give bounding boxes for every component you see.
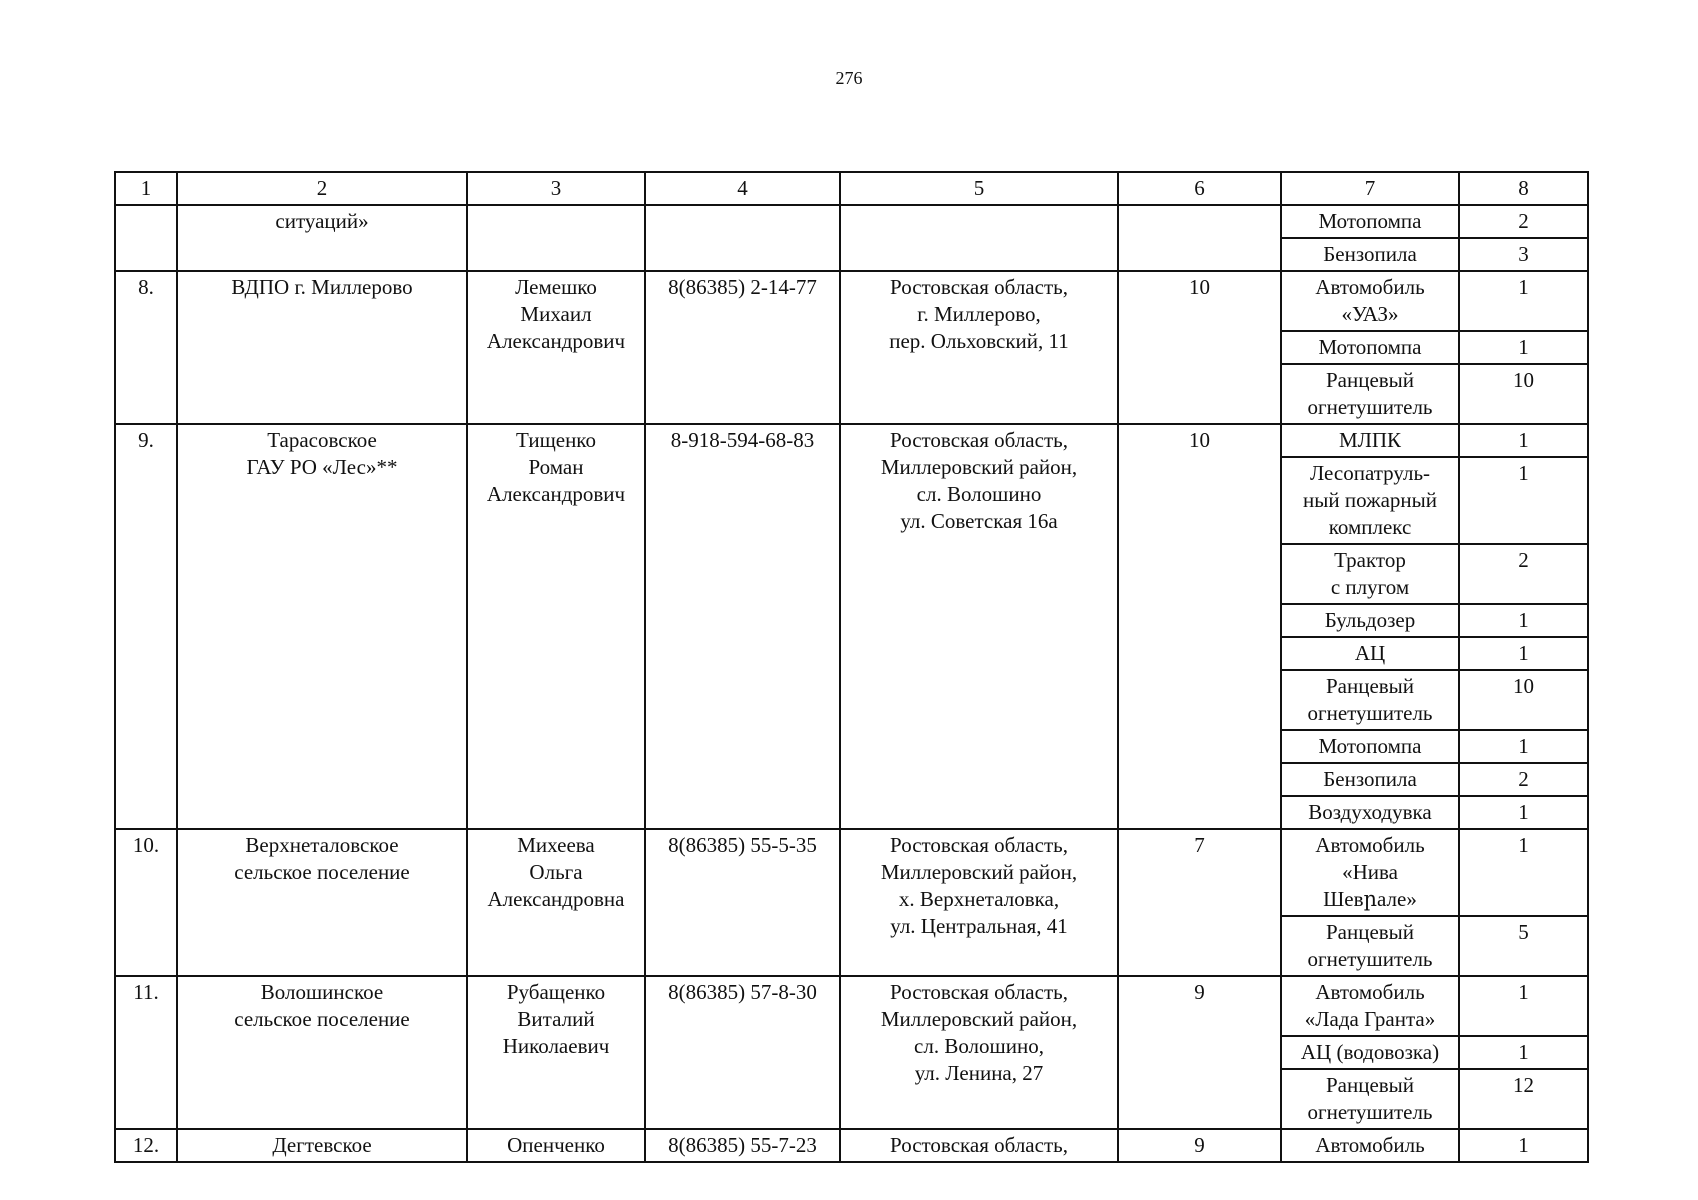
cell-equipment: АЦ bbox=[1281, 637, 1459, 670]
cell-qty: 2 bbox=[1459, 763, 1588, 796]
cell-num: 10. bbox=[115, 829, 177, 976]
cell-qty: 2 bbox=[1459, 205, 1588, 238]
cell-equipment: Воздуходувка bbox=[1281, 796, 1459, 829]
cell-num: 9. bbox=[115, 424, 177, 829]
table-row bbox=[115, 271, 1588, 331]
cell-phone: 8(86385) 55-7-23 bbox=[645, 1129, 840, 1162]
cell-staff: 7 bbox=[1118, 829, 1281, 976]
cell-qty: 1 bbox=[1459, 730, 1588, 763]
cell-num: 12. bbox=[115, 1129, 177, 1162]
header-cell: 1 bbox=[115, 172, 177, 205]
cell-equipment: Автомобиль «Нива Шевրале» bbox=[1281, 829, 1459, 916]
cell-person: Рубащенко Виталий Николаевич bbox=[467, 976, 645, 1129]
header-row bbox=[115, 172, 1588, 205]
cell-equipment: Трактор с плугом bbox=[1281, 544, 1459, 604]
table-row bbox=[115, 205, 1588, 238]
cell-qty: 1 bbox=[1459, 1129, 1588, 1162]
equipment-table bbox=[114, 171, 1589, 1163]
cell-staff bbox=[1118, 205, 1281, 271]
cell-phone bbox=[645, 205, 840, 271]
cell-qty: 1 bbox=[1459, 331, 1588, 364]
cell-qty: 10 bbox=[1459, 670, 1588, 730]
cell-qty: 2 bbox=[1459, 544, 1588, 604]
cell-equipment: Автомобиль «Лада Гранта» bbox=[1281, 976, 1459, 1036]
cell-qty: 1 bbox=[1459, 457, 1588, 544]
cell-staff: 9 bbox=[1118, 976, 1281, 1129]
cell-equipment: Бензопила bbox=[1281, 763, 1459, 796]
cell-equipment: Бульдозер bbox=[1281, 604, 1459, 637]
cell-qty: 1 bbox=[1459, 604, 1588, 637]
table-row bbox=[115, 424, 1588, 457]
cell-person: Опенченко bbox=[467, 1129, 645, 1162]
cell-qty: 1 bbox=[1459, 271, 1588, 331]
cell-num: 11. bbox=[115, 976, 177, 1129]
cell-phone: 8(86385) 55-5-35 bbox=[645, 829, 840, 976]
cell-org: Верхнеталовское сельское поселение bbox=[177, 829, 467, 976]
header-cell: 8 bbox=[1459, 172, 1588, 205]
cell-equipment: Автомобиль «УАЗ» bbox=[1281, 271, 1459, 331]
cell-staff: 9 bbox=[1118, 1129, 1281, 1162]
cell-equipment: АЦ (водовозка) bbox=[1281, 1036, 1459, 1069]
cell-phone: 8-918-594-68-83 bbox=[645, 424, 840, 829]
cell-address: Ростовская область, Миллеровский район, сл. Волошино, ул. Ленина, 27 bbox=[840, 976, 1118, 1129]
cell-equipment: Бензопила bbox=[1281, 238, 1459, 271]
cell-equipment: Мотопомпа bbox=[1281, 205, 1459, 238]
cell-qty: 3 bbox=[1459, 238, 1588, 271]
cell-qty: 1 bbox=[1459, 1036, 1588, 1069]
cell-equipment: Автомобиль bbox=[1281, 1129, 1459, 1162]
cell-org: ВДПО г. Миллерово bbox=[177, 271, 467, 424]
cell-num bbox=[115, 205, 177, 271]
table-row bbox=[115, 1129, 1588, 1162]
cell-qty: 1 bbox=[1459, 637, 1588, 670]
cell-equipment: Мотопомпа bbox=[1281, 331, 1459, 364]
header-cell: 6 bbox=[1118, 172, 1281, 205]
cell-equipment: Мотопомпа bbox=[1281, 730, 1459, 763]
cell-address: Ростовская область, bbox=[840, 1129, 1118, 1162]
cell-person: Лемешко Михаил Александрович bbox=[467, 271, 645, 424]
header-cell: 5 bbox=[840, 172, 1118, 205]
cell-equipment: Ранцевый огнетушитель bbox=[1281, 364, 1459, 424]
cell-equipment: Ранцевый огнетушитель bbox=[1281, 1069, 1459, 1129]
cell-qty: 1 bbox=[1459, 829, 1588, 916]
cell-qty: 1 bbox=[1459, 796, 1588, 829]
cell-equipment: МЛПК bbox=[1281, 424, 1459, 457]
cell-qty: 1 bbox=[1459, 976, 1588, 1036]
cell-address: Ростовская область, Миллеровский район, сл. Волошино ул. Советская 16а bbox=[840, 424, 1118, 829]
cell-num: 8. bbox=[115, 271, 177, 424]
cell-org: ситуаций» bbox=[177, 205, 467, 271]
cell-qty: 1 bbox=[1459, 424, 1588, 457]
cell-address: Ростовская область, г. Миллерово, пер. Ольховский, 11 bbox=[840, 271, 1118, 424]
cell-person: Михеева Ольга Александровна bbox=[467, 829, 645, 976]
cell-phone: 8(86385) 2-14-77 bbox=[645, 271, 840, 424]
table-row bbox=[115, 829, 1588, 916]
header-cell: 7 bbox=[1281, 172, 1459, 205]
cell-org: Дегтевское bbox=[177, 1129, 467, 1162]
cell-phone: 8(86385) 57-8-30 bbox=[645, 976, 840, 1129]
cell-person: Тищенко Роман Александрович bbox=[467, 424, 645, 829]
cell-staff: 10 bbox=[1118, 424, 1281, 829]
cell-qty: 10 bbox=[1459, 364, 1588, 424]
header-cell: 4 bbox=[645, 172, 840, 205]
cell-equipment: Ранцевый огнетушитель bbox=[1281, 670, 1459, 730]
cell-address: Ростовская область, Миллеровский район, х. Верхнеталовка, ул. Центральная, 41 bbox=[840, 829, 1118, 976]
cell-staff: 10 bbox=[1118, 271, 1281, 424]
cell-qty: 5 bbox=[1459, 916, 1588, 976]
cell-qty: 12 bbox=[1459, 1069, 1588, 1129]
table-row bbox=[115, 976, 1588, 1036]
cell-address bbox=[840, 205, 1118, 271]
cell-org: Волошинское сельское поселение bbox=[177, 976, 467, 1129]
page-number: 276 bbox=[835, 68, 863, 88]
cell-equipment: Ранцевый огнетушитель bbox=[1281, 916, 1459, 976]
header-cell: 3 bbox=[467, 172, 645, 205]
header-cell: 2 bbox=[177, 172, 467, 205]
cell-org: Тарасовское ГАУ РО «Лес»** bbox=[177, 424, 467, 829]
cell-equipment: Лесопатруль- ный пожарный комплекс bbox=[1281, 457, 1459, 544]
cell-person bbox=[467, 205, 645, 271]
